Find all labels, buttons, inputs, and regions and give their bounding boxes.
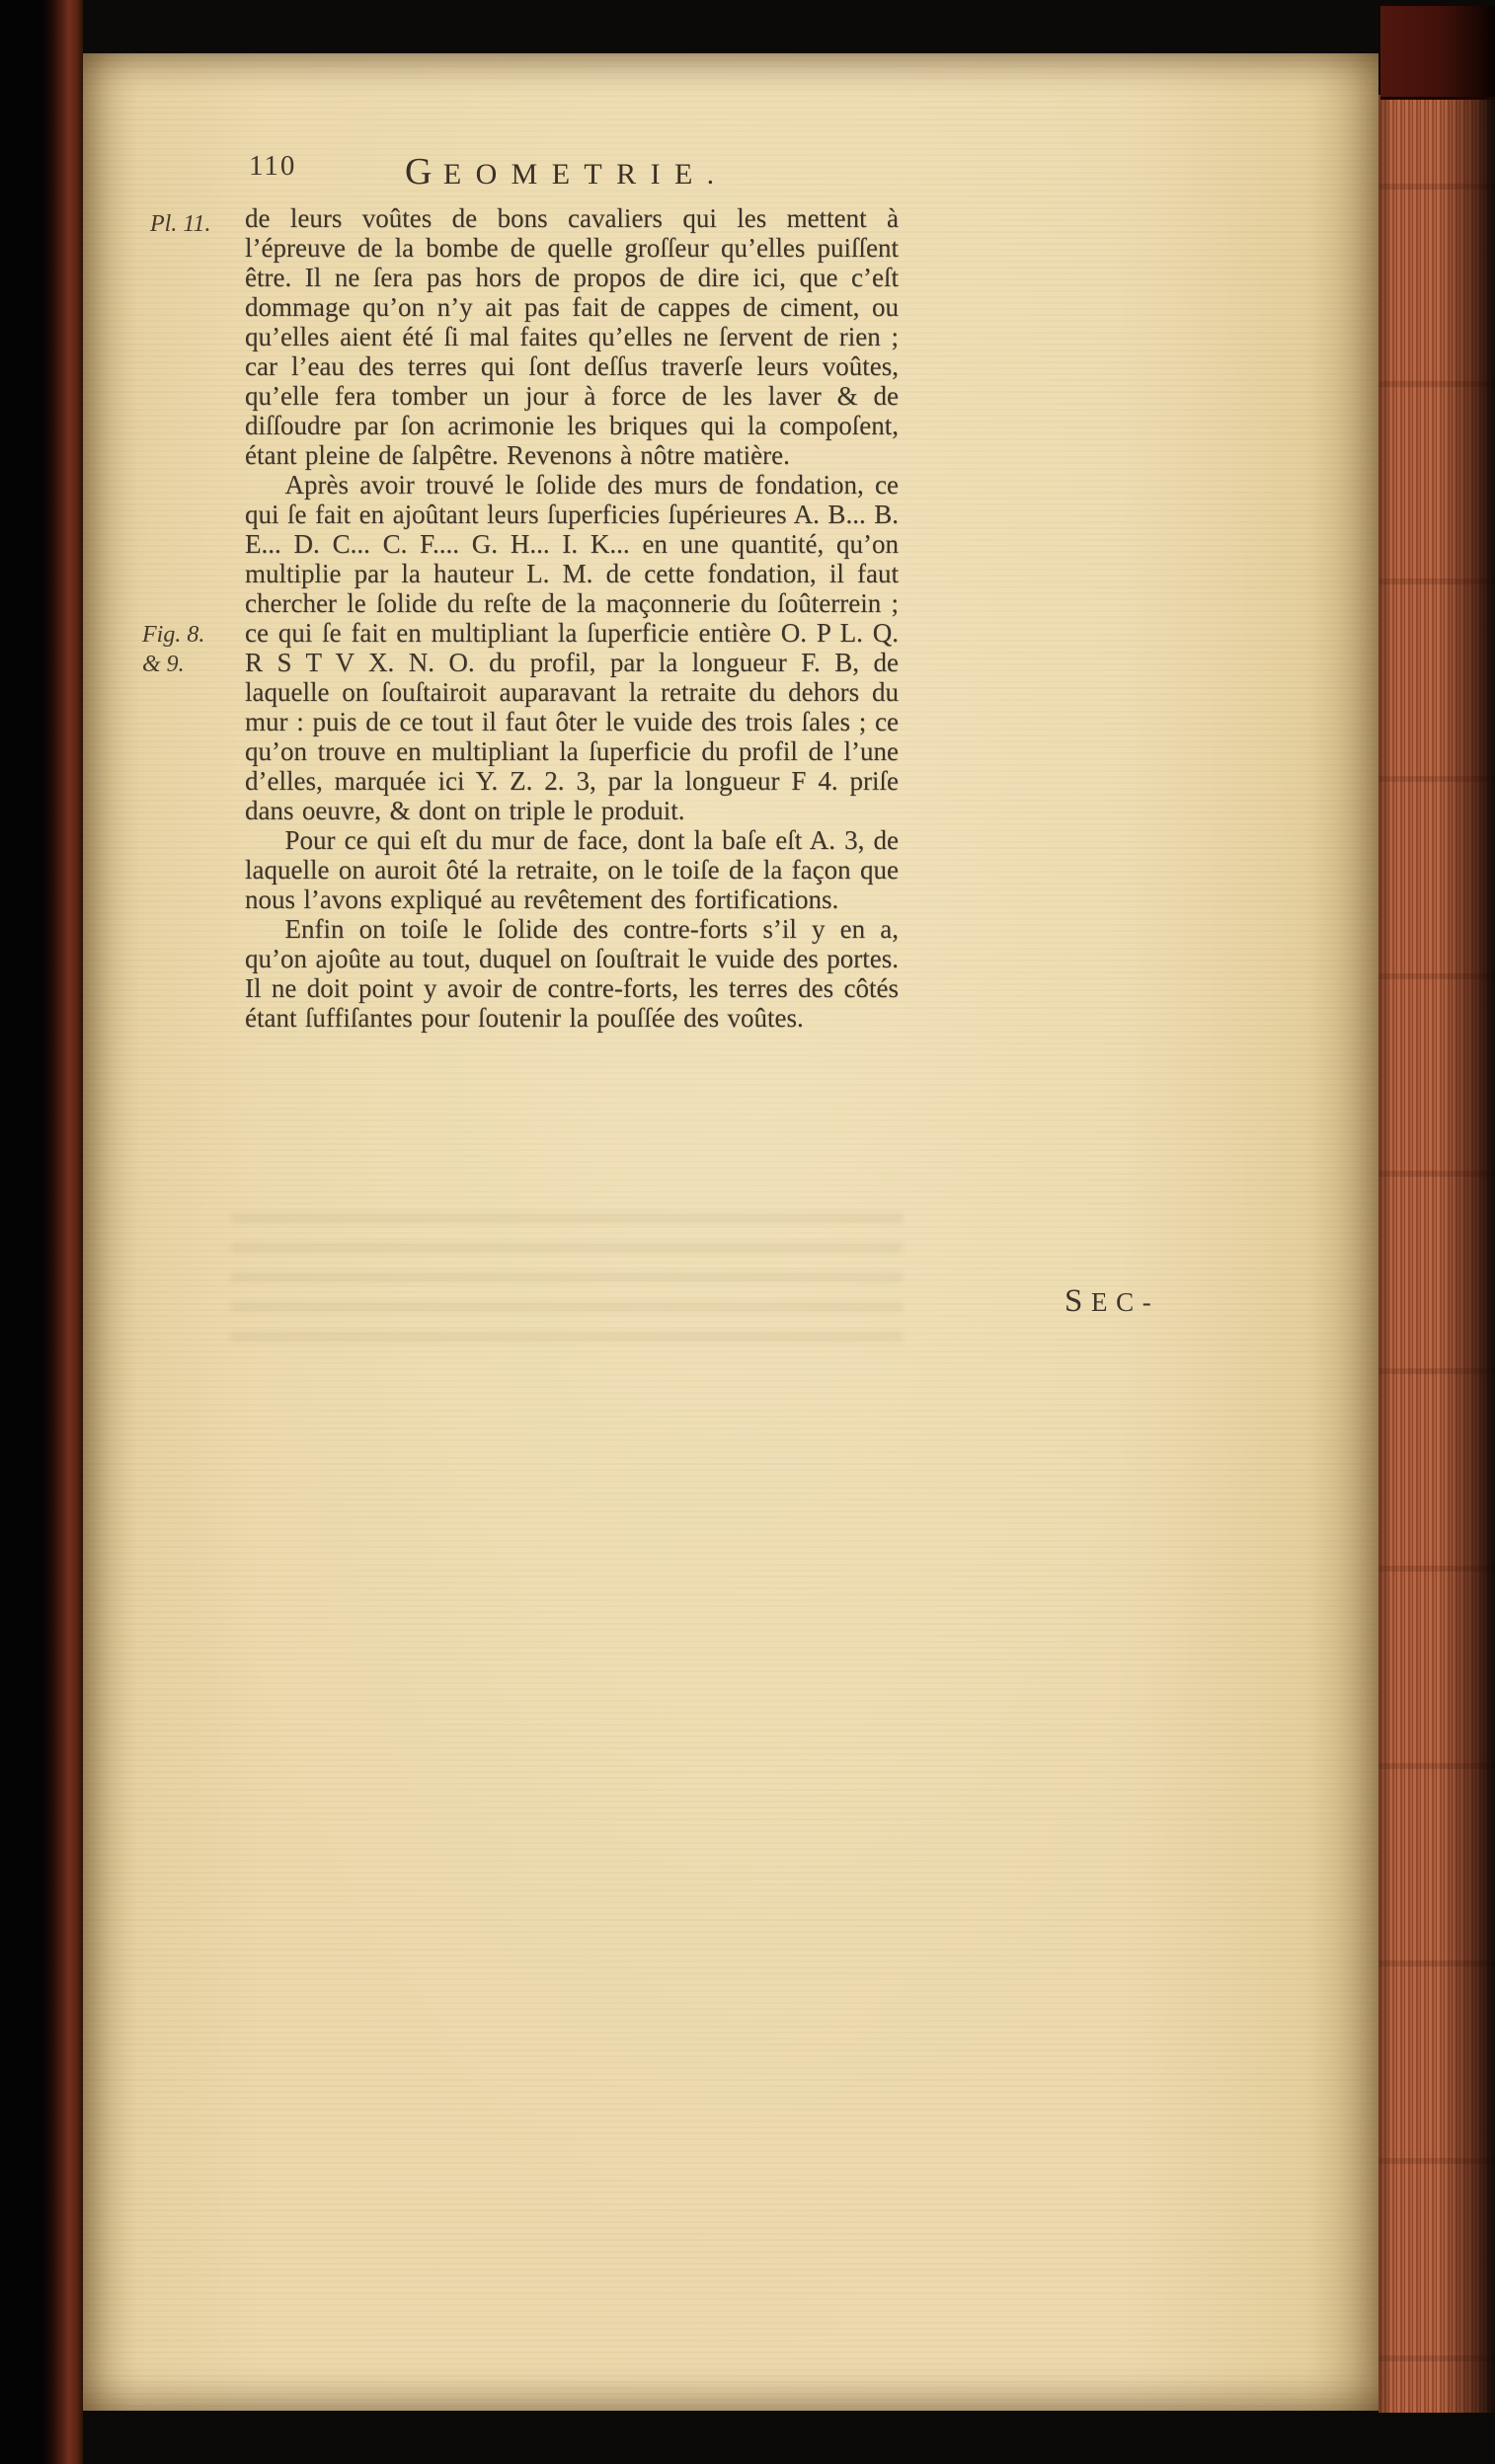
- paragraph-2: Après avoir trouvé le ſolide des murs de fondation, ce qui ſe fait en ajoûtant leurs ſuperficies ſupérieures A. B... B. E... D. C... C. F.... G. H... I. K... en une quantité, qu’on multiplie par la hauteur L. M. de cette fondation, il faut chercher le ſolide du reſte de la maçonnerie du ſoûterrein ; ce qui ſe fait en multipliant la ſuperficie entière O. P L. Q. R S T V X. N. O. du profil, par la longueur F. B, de laquelle on ſouſtairoit auparavant la retraite du dehors du mur : puis de ce tout il faut ôter le vuide des trois ſales ; ce qu’on trouve en multipliant la ſuperficie du profil de l’une d’elles, marquée ici Y. Z. 2. 3, par la longueur F 4. priſe dans oeuvre, & dont on triple le produit.: [245, 470, 899, 825]
- plate-reference: Pl. 11.: [150, 211, 211, 237]
- margin-note-plate: [150, 209, 211, 239]
- running-head: [83, 150, 1378, 199]
- figure-reference-line2: & 9.: [142, 652, 185, 677]
- left-binding-edge: [0, 0, 83, 2464]
- paragraph-3: Pour ce qui eſt du mur de face, dont la baſe eſt A. 3, de laquelle on auroit ôté la retraite, on le toiſe de la façon que nous l’avons expliqué au revêtement des fortifications.: [245, 825, 899, 914]
- figure-reference-line1: Fig. 8.: [142, 622, 205, 648]
- right-page-edges: [1378, 95, 1495, 2413]
- margin-note-figure: [142, 620, 204, 679]
- catchword: SEC-: [1064, 1283, 1160, 1319]
- page-number: 110: [249, 150, 297, 182]
- book-page: [83, 53, 1378, 2411]
- paragraph-4: Enfin on toiſe le ſolide des contre-forts s’il y en a, qu’on ajoûte au tout, duquel on ſouſtrait le vuide des portes. Il ne doit point y avoir de contre-forts, les terres des côtés étant ſuffiſantes pour ſoutenir la pouſſée des voûtes.: [245, 914, 899, 1033]
- show-through-smudge: [231, 1213, 903, 1351]
- paragraph-1: de leurs voûtes de bons cavaliers qui les mettent à l’épreuve de la bombe de quelle groſſeur qu’elles puiſſent être. Il ne ſera pas hors de propos de dire ici, que c’eſt dommage qu’on n’y ait pas fait de cappes de ciment, ou qu’elles aient été ſi mal faites qu’elles ne ſervent de rien ; car l’eau des terres qui ſont deſſus traverſe leurs voûtes, qu’elle fera tomber un jour à force de les laver & de diſſoudre par ſon acrimonie les briques qui la compoſent, étant pleine de ſalpêtre. Revenons à nôtre matière.: [245, 203, 899, 470]
- body-text: [245, 203, 899, 1033]
- cover-board-corner: [1380, 6, 1495, 100]
- running-title: GEOMETRIE.: [405, 151, 729, 192]
